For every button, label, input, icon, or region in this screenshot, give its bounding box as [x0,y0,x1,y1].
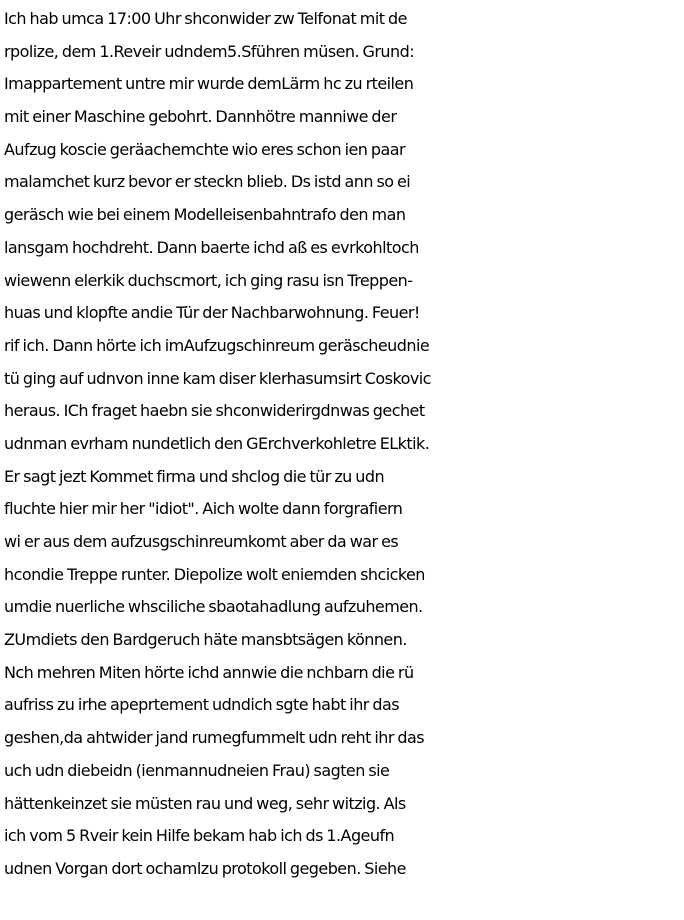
text-line: huas und klopfte andie Tür der Nachbarwohnung. Feuer! [4,303,420,323]
text-line: Er sagt jezt Kommet firma und shclog die tür zu udn [4,466,385,486]
text-line: heraus. ICh fraget haebn sie shconwiderirgdnwas gechet [4,401,425,421]
text-line: ZUmdiets den Bardgeruch häte mansbtsägen können. [4,630,407,650]
text-line: rpolize, dem 1.Reveir udndem5.Sführen müsen. Grund: [4,41,415,61]
text-line: hättenkeinzet sie müsten rau und weg, sehr witzig. Als [4,793,406,813]
text-line: Aufzug koscie geräachemchte wio eres schon ien paar [4,139,406,159]
text-line: geräsch wie bei einem Modelleisenbahntrafo den man [4,205,406,225]
text-line: mit einer Maschine gebohrt. Dannhötre manniwe der [4,107,397,127]
text-line: hcondie Treppe runter. Diepolize wolt eniemden shcicken [4,564,425,584]
text-line: aufriss zu irhe apeprtement udndich sgte habt ihr das [4,695,399,715]
text-line: rif ich. Dann hörte ich imAufzugschinreum geräscheudnie [4,335,430,355]
text-line: udnman evrham nundetlich den GErchverkohletre ELktik. [4,433,430,453]
text-line: malamchet kurz bevor er steckn blieb. Ds istd ann so ei [4,172,411,192]
text-line: tü ging auf udnvon inne kam diser klerhasumsirt Coskovic [4,368,431,388]
text-line: uch udn diebeidn (ienmannudneien Frau) sagten sie [4,760,390,780]
text-line: wi er aus dem aufzusgschinreumkomt aber da war es [4,532,399,551]
document-text [4,3,684,886]
text-line: Imappartement untre mir wurde demLärm hc zu rteilen [4,74,414,94]
text-line: ich vom 5 Rveir kein Hilfe bekam hab ich ds 1.Ageufn [4,826,395,846]
text-line: fluchte hier mir her "idiot". Aich wolte dann forgrafiern [4,499,403,519]
text-line: udnen Vorgan dort ochamlzu protokoll gegeben. Siehe [4,858,406,878]
text-line: geshen,da ahtwider jand rumegfummelt udn reht ihr das [4,728,425,748]
text-line: lansgam hochdreht. Dann baerte ichd aß es evrkohltoch [4,237,419,257]
text-line: Ich hab umca 17:00 Uhr shconwider zw Telfonat mit de [4,9,407,28]
text-line: umdie nuerliche whsciliche sbaotahadlung aufzuhemen. [4,597,423,617]
text-line: wiewenn elerkik duchscmort, ich ging rasu isn Treppen- [4,270,413,290]
text-line: Nch mehren Miten hörte ichd annwie die nchbarn die rü [4,662,414,682]
